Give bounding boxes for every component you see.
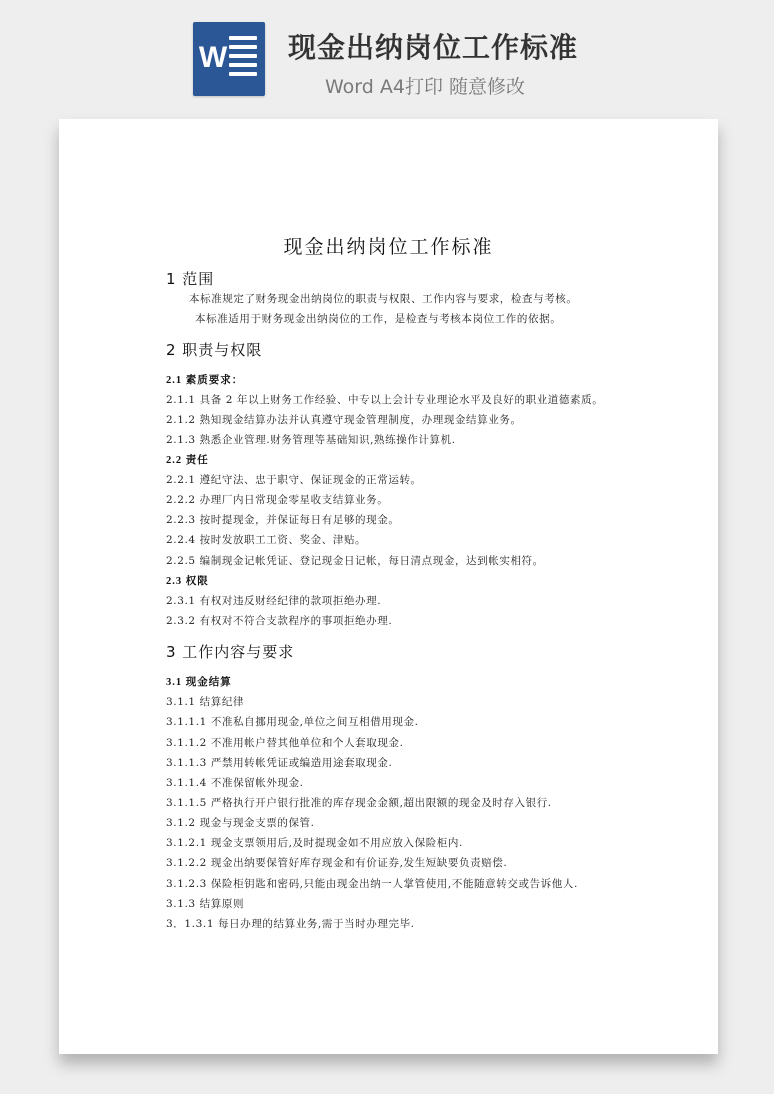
section-heading-duties: 2 职责与权限 xyxy=(166,341,263,359)
list-item: 3.1.2 现金与现金支票的保管. xyxy=(166,817,315,829)
list-item: 2.2.5 编制现金记帐凭证、登记现金日记帐，每日清点现金，达到帐实相符。 xyxy=(166,555,544,567)
document-banner xyxy=(0,0,774,110)
list-item: 3.1.3 结算原则 xyxy=(166,898,245,910)
subsection-heading: 2.3 权限 xyxy=(166,576,209,587)
list-item: 3.1.2.2 现金出纳要保管好库存现金和有价证券,发生短缺要负责赔偿. xyxy=(166,857,508,869)
subsection-heading: 2.2 责任 xyxy=(166,455,209,466)
banner-title: 现金出纳岗位工作标准 xyxy=(288,31,579,64)
list-item: 2.2.3 按时提现金，并保证每日有足够的现金。 xyxy=(166,514,400,526)
list-item: 2.1.2 熟知现金结算办法并认真遵守现金管理制度，办理现金结算业务。 xyxy=(166,414,522,426)
list-item: 2.1.1 具备 2 年以上财务工作经验、中专以上会计专业理论水平及良好的职业道德素质。 xyxy=(166,394,604,406)
section-heading-work-content: 3 工作内容与要求 xyxy=(166,643,295,661)
list-item: 2.2.4 按时发放职工工资、奖金、津贴。 xyxy=(166,534,367,546)
list-item: 3.1.1.1 不准私自挪用现金,单位之间互相借用现金. xyxy=(166,716,419,728)
list-item: 3.1.1.3 严禁用转帐凭证或编造用途套取现金. xyxy=(166,757,393,769)
list-item: 2.3.1 有权对违反财经纪律的款项拒绝办理. xyxy=(166,595,382,607)
list-item: 2.1.3 熟悉企业管理.财务管理等基础知识,熟练操作计算机. xyxy=(166,434,456,446)
word-icon-letter: W xyxy=(198,41,228,74)
section-heading-scope: 1 范围 xyxy=(166,270,215,288)
subsection-heading: 2.1 素质要求： xyxy=(166,375,244,386)
list-item: 3.1.2.3 保险柜钥匙和密码,只能由现金出纳一人掌管使用,不能随意转交或告诉他人. xyxy=(166,878,578,890)
list-item: 3.1.1.4 不准保留帐外现金. xyxy=(166,777,304,789)
document-page xyxy=(59,119,718,1054)
document-title: 现金出纳岗位工作标准 xyxy=(283,236,494,258)
list-item: 3.1.1.5 严格执行开户银行批准的库存现金金额,超出限额的现金及时存入银行. xyxy=(166,797,552,809)
word-document-icon xyxy=(193,22,265,96)
list-item: 2.2.2 办理厂内日常现金零星收支结算业务。 xyxy=(166,494,389,506)
list-item: 2.2.1 遵纪守法、忠于职守、保证现金的正常运转。 xyxy=(166,474,422,486)
banner-subtitle: Word A4打印 随意修改 xyxy=(325,76,526,98)
list-item: 2.3.2 有权对不符合支款程序的事项拒绝办理. xyxy=(166,615,393,627)
paragraph: 本标准适用于财务现金出纳岗位的工作，是检查与考核本岗位工作的依据。 xyxy=(195,313,562,325)
list-item: 3.1.1 结算纪律 xyxy=(166,696,245,708)
subsection-heading: 3.1 现金结算 xyxy=(166,677,232,688)
list-item: 3.1.2.1 现金支票领用后,及时提现金如不用应放入保险柜内. xyxy=(166,837,463,849)
document-lines-graphic xyxy=(229,36,257,82)
list-item: 3.1.1.2 不准用帐户替其他单位和个人套取现金. xyxy=(166,737,404,749)
list-item: 3．1.3.1 每日办理的结算业务,需于当时办理完毕. xyxy=(166,918,415,930)
paragraph: 本标准规定了财务现金出纳岗位的职责与权限、工作内容与要求，检查与考核。 xyxy=(189,293,578,305)
